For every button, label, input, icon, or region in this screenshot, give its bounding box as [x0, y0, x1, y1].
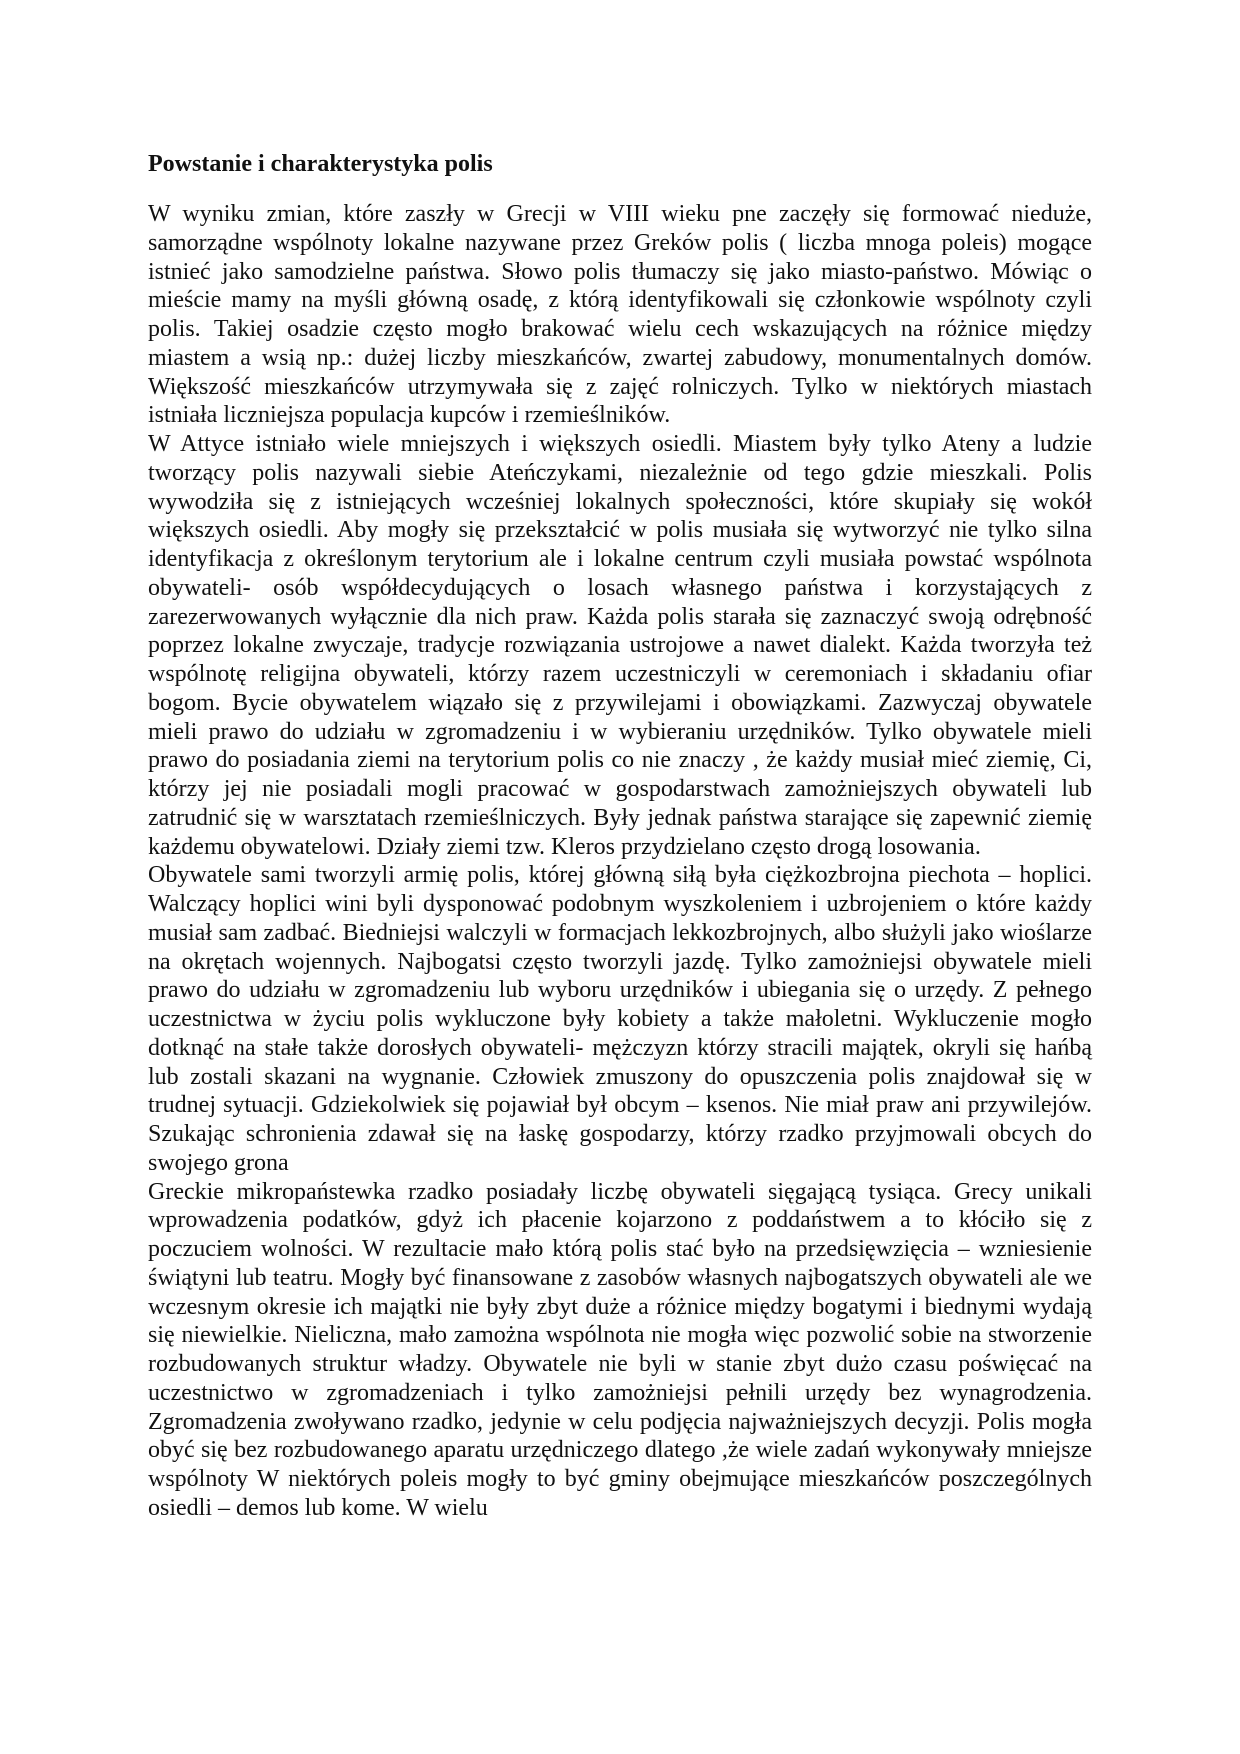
paragraph-2: W Attyce istniało wiele mniejszych i większych osiedli. Miastem były tylko Ateny a ludzie tworzący polis nazywali siebie Ateńczykami, niezależnie od tego gdzie mieszkali. Polis wywodziła się z istniejących wcześniej lokalnych społeczności, które skupiały się wokół większych osiedli. Aby mogły się przekształcić w polis musiała się wytworzyć nie tylko silna identyfikacja z określonym terytorium ale i lokalne centrum czyli musiała powstać wspólnota obywateli- osób współdecydujących o losach własnego państwa i korzystających z zarezerwowanych wyłącznie dla nich praw. Każda polis starała się zaznaczyć swoją odrębność poprzez lokalne zwyczaje, tradycje rozwiązania ustrojowe a nawet dialekt. Każda tworzyła też wspólnotę religijna obywateli, którzy razem uczestniczyli w ceremoniach i składaniu ofiar bogom. Bycie obywatelem wiązało się z przywilejami i obowiązkami. Zazwyczaj obywatele mieli prawo do udziału w zgromadzeniu i w wybieraniu urzędników. Tylko obywatele mieli prawo do posiadania ziemi na terytorium polis co nie znaczy , że każdy musiał mieć ziemię, Ci, którzy jej nie posiadali mogli pracować w gospodarstwach zamożniejszych obywateli lub zatrudnić się w warsztatach rzemieślniczych. Były jednak państwa starające się zapewnić ziemię każdemu obywatelowi. Działy ziemi tzw. Kleros przydzielano często drogą losowania.	[148, 431, 1092, 860]
document-body	[148, 200, 1092, 1523]
paragraph-1: W wyniku zmian, które zaszły w Grecji w VIII wieku pne zaczęły się formować nieduże, samorządne wspólnoty lokalne nazywane przez Greków polis ( liczba mnoga poleis) mogące istnieć jako samodzielne państwa. Słowo polis tłumaczy się jako miasto-państwo. Mówiąc o mieście mamy na myśli główną osadę, z którą identyfikowali się członkowie wspólnoty czyli polis. Takiej osadzie często mogło brakować wielu cech wskazujących na różnice między miastem a wsią np.: dużej liczby mieszkańców, zwartej zabudowy, monumentalnych domów. Większość mieszkańców utrzymywała się z zajęć rolniczych. Tylko w niektórych miastach istniała liczniejsza populacja kupców i rzemieślników.	[148, 201, 1092, 429]
paragraph-3: Obywatele sami tworzyli armię polis, której główną siłą była ciężkozbrojna piechota – hoplici. Walczący hoplici wini byli dysponować podobnym wyszkoleniem i uzbrojeniem o które każdy musiał sam zadbać. Biedniejsi walczyli w formacjach lekkozbrojnych, albo służyli jako wioślarze na okrętach wojennych. Najbogatsi często tworzyli jazdę. Tylko zamożniejsi obywatele mieli prawo do udziału w zgromadzeniu lub wyboru urzędników i ubiegania się o urzędy. Z pełnego uczestnictwa w życiu polis wykluczone były kobiety a także małoletni. Wykluczenie mogło dotknąć na stałe także dorosłych obywateli- mężczyzn którzy stracili majątek, okryli się hańbą lub zostali skazani na wygnanie. Człowiek zmuszony do opuszczenia polis znajdował się w trudnej sytuacji. Gdziekolwiek się pojawiał był obcym – ksenos. Nie miał praw ani przywilejów. Szukając schronienia zdawał się na łaskę gospodarzy, którzy rzadko przyjmowali obcych do swojego grona	[148, 862, 1092, 1176]
document-title: Powstanie i charakterystyka polis	[148, 151, 493, 177]
paragraph-4: Greckie mikropaństewka rzadko posiadały liczbę obywateli sięgającą tysiąca. Grecy unikali wprowadzenia podatków, gdyż ich płacenie kojarzono z poddaństwem a to kłóciło się z poczuciem wolności. W rezultacie mało którą polis stać było na przedsięwzięcia – wzniesienie świątyni lub teatru. Mogły być finansowane z zasobów własnych najbogatszych obywateli ale we wczesnym okresie ich majątki nie były zbyt duże a różnice między bogatymi i biednymi wydają się niewielkie. Nieliczna, mało zamożna wspólnota nie mogła więc pozwolić sobie na stworzenie rozbudowanych struktur władzy. Obywatele nie byli w stanie zbyt dużo czasu poświęcać na uczestnictwo w zgromadzeniach i tylko zamożniejsi pełnili urzędy bez wynagrodzenia. Zgromadzenia zwoływano rzadko, jedynie w celu podjęcia najważniejszych decyzji. Polis mogła obyć się bez rozbudowanego aparatu urzędniczego dlatego ,że wiele zadań wykonywały mniejsze wspólnoty W niektórych poleis mogły to być gminy obejmujące mieszkańców poszczególnych osiedli – demos lub kome. W wielu	[148, 1178, 1092, 1521]
